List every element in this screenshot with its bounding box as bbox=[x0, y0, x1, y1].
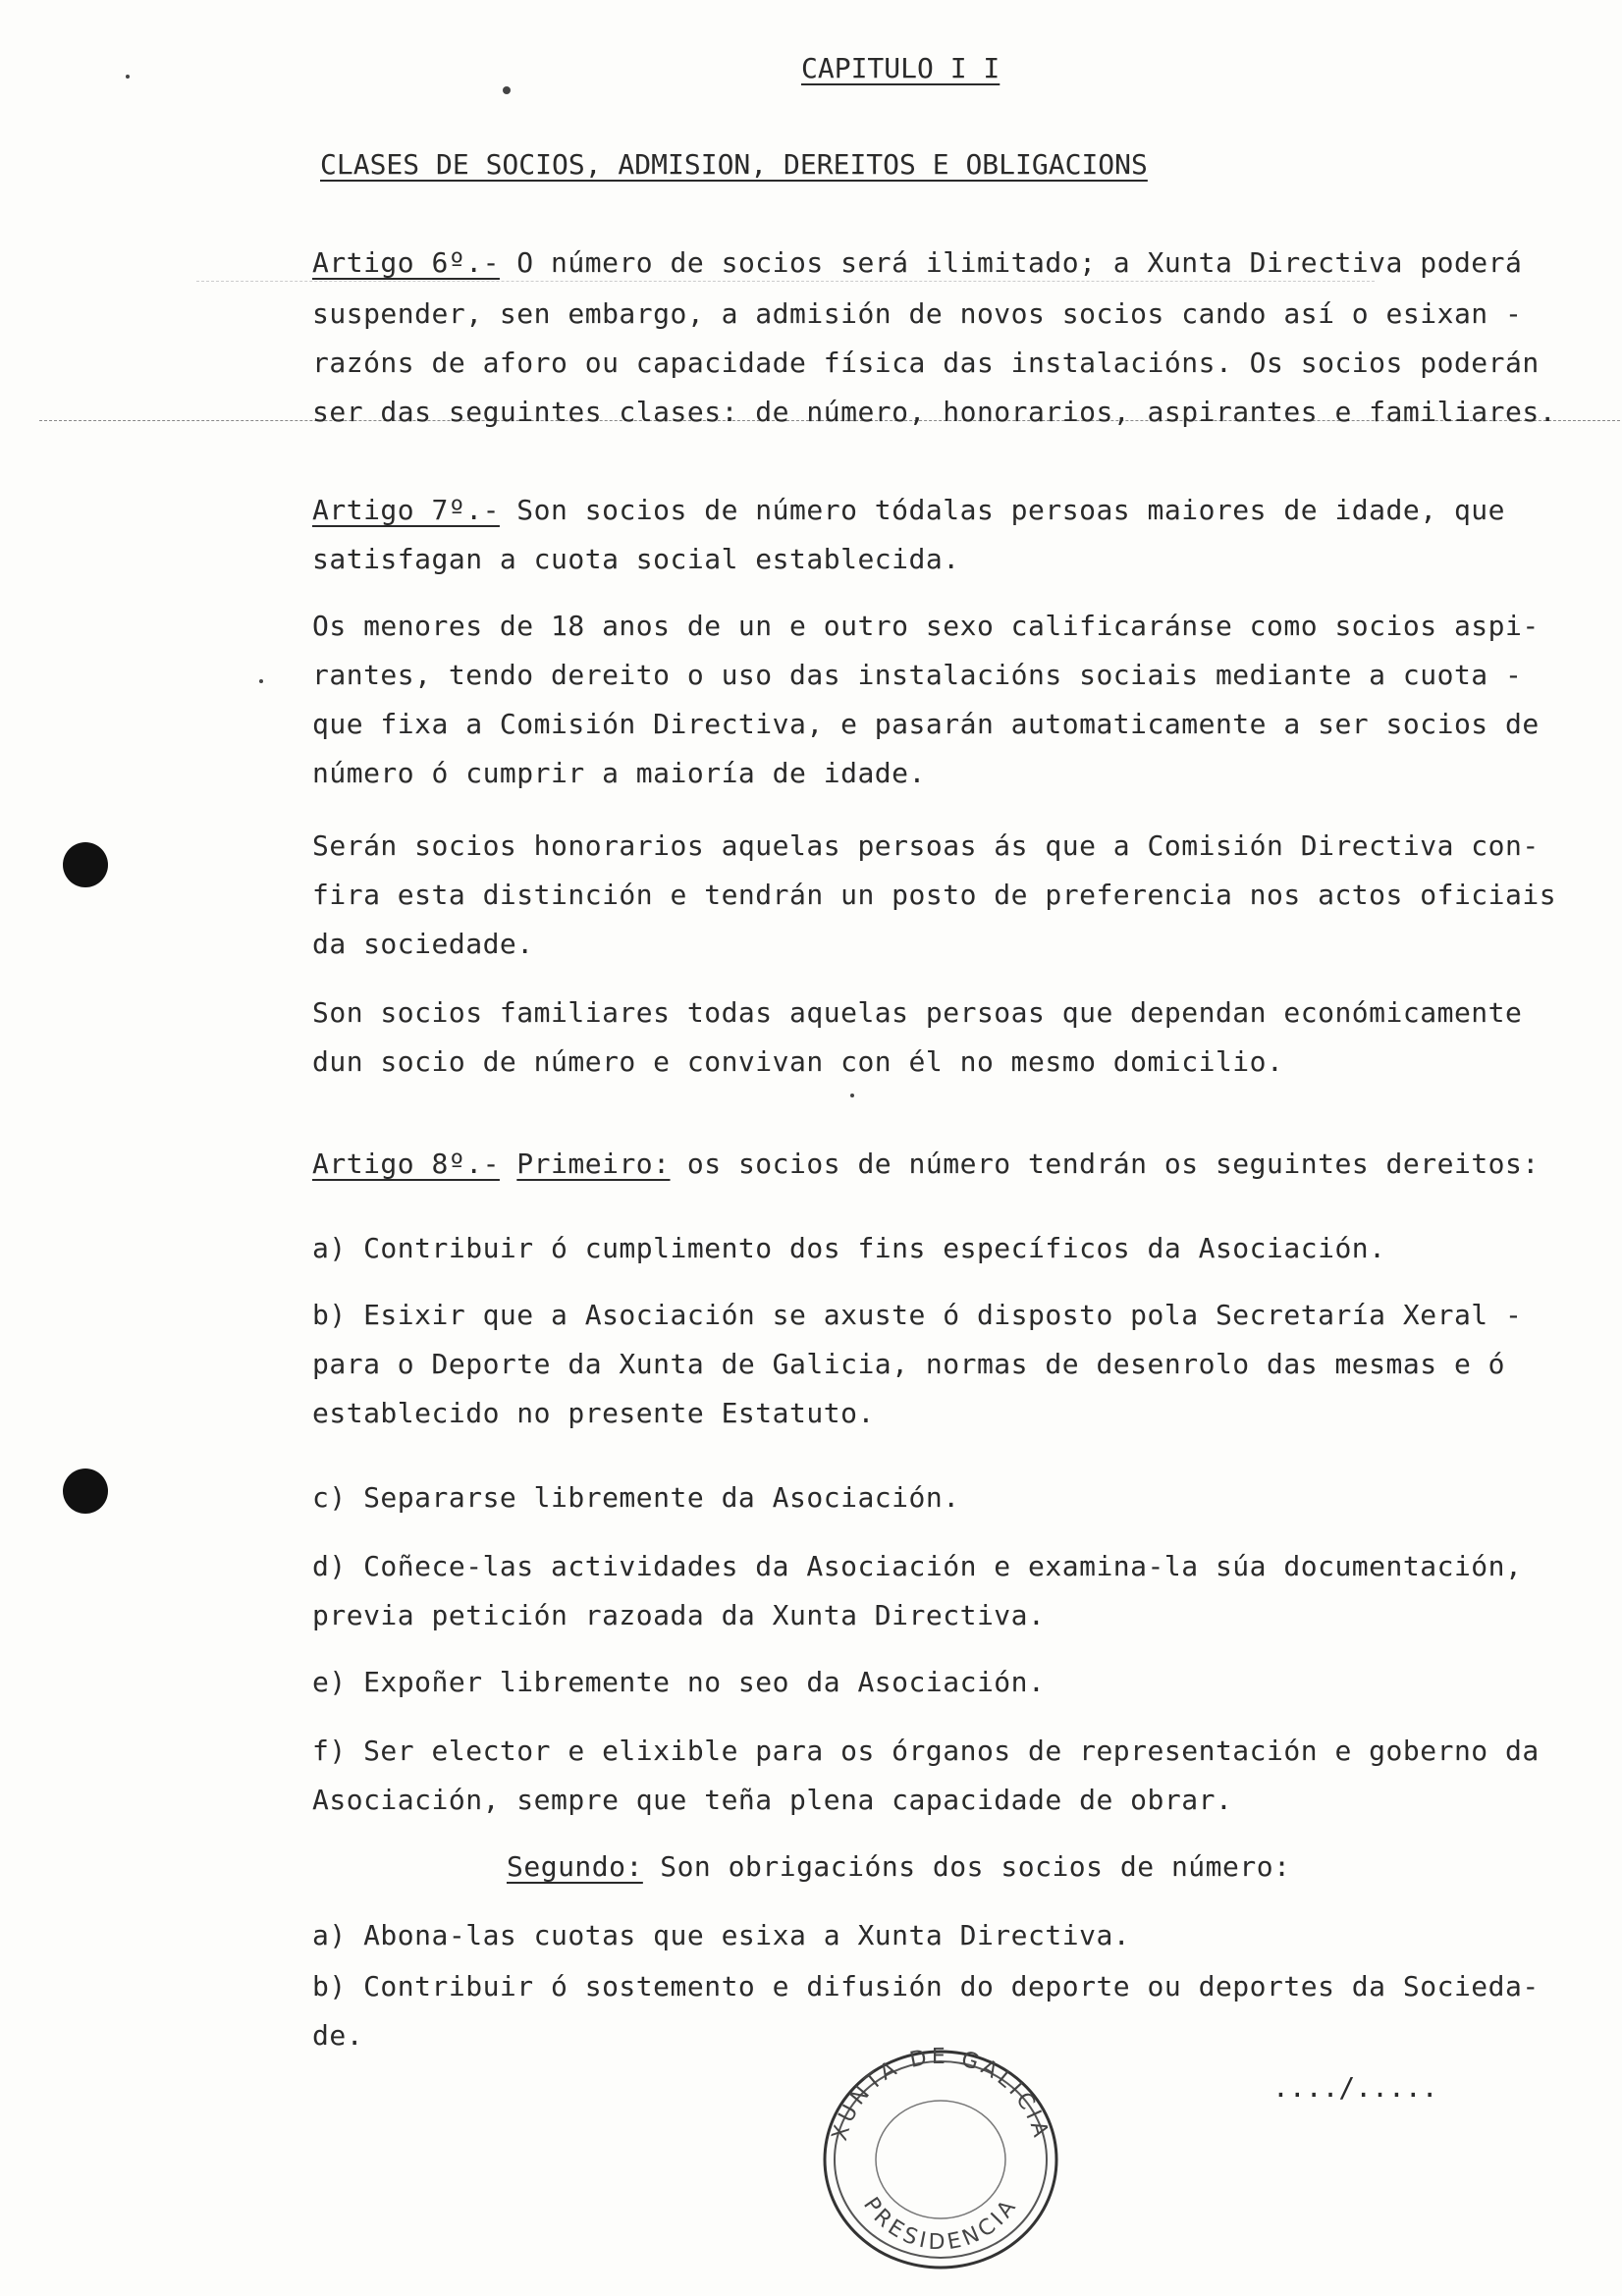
speck bbox=[850, 1094, 854, 1097]
art7-p3-line-3: da sociedade. bbox=[312, 928, 534, 960]
art7-p3-line-2: fira esta distinción e tendrán un posto de preferencia nos actos oficiais bbox=[312, 879, 1557, 911]
art8-item-e: e) Expoñer libremente no seo da Asociación. bbox=[312, 1666, 1046, 1698]
art8-line-1 bbox=[312, 1145, 1540, 1184]
art8-item-b-3: establecido no presente Estatuto. bbox=[312, 1397, 875, 1429]
art7-p2-line-1: Os menores de 18 anos de un e outro sexo calificaránse como socios aspi- bbox=[312, 610, 1540, 642]
art8-segundo-line bbox=[507, 1847, 1622, 1887]
punch-hole-bottom bbox=[63, 1468, 108, 1514]
art8-item-d-1: d) Coñece-las actividades da Asociación e examina-la súa documentación, bbox=[312, 1550, 1523, 1582]
art8-item-f-2: Asociación, sempre que teña plena capacidade de obrar. bbox=[312, 1784, 1233, 1816]
art7-p4-line-1: Son socios familiares todas aquelas persoas que dependan económicamente bbox=[312, 996, 1523, 1029]
art7-p2-line-4: número ó cumprir a maioría de idade. bbox=[312, 757, 926, 789]
art6-line-4: ser das seguintes clases: de número, honorarios, aspirantes e familiares. bbox=[312, 396, 1557, 428]
art8-item-f-1: f) Ser elector e elixible para os órganos de representación e goberno da bbox=[312, 1735, 1540, 1767]
art7-line-1 bbox=[312, 491, 1506, 530]
art8-label: Artigo 8º.- bbox=[312, 1148, 500, 1180]
svg-text:XUNTA DE GALICIA bbox=[828, 2045, 1054, 2144]
art8-item-b-2: para o Deporte da Xunta de Galicia, normas de desenrolo das mesmas e ó bbox=[312, 1348, 1506, 1380]
speck bbox=[503, 86, 511, 94]
art7-text: Son socios de número tódalas persoas maiores de idade, que bbox=[499, 494, 1506, 526]
art6-line-1 bbox=[312, 243, 1523, 283]
chapter-title: CAPITULO I I bbox=[801, 52, 1000, 84]
art6-label: Artigo 6º.- bbox=[312, 246, 500, 279]
stamp-top-text: XUNTA DE GALICIA bbox=[827, 2044, 1054, 2144]
art7-p2-line-2: rantes, tendo dereito o uso das instalacións sociais mediante a cuota - bbox=[312, 659, 1523, 691]
continuation-mark: ..../..... bbox=[1272, 2071, 1438, 2104]
stamp-bottom-text: PRESIDENCIA bbox=[858, 2193, 1024, 2256]
art7-p2-line-3: que fixa a Comisión Directiva, e pasarán automaticamente a ser socios de bbox=[312, 708, 1540, 740]
art8-obligation-b-2: de. bbox=[312, 2019, 364, 2052]
art6-line-2: suspender, sen embargo, a admisión de novos socios cando así o esixan - bbox=[312, 297, 1523, 330]
art8-intro: os socios de número tendrán os seguintes dereitos: bbox=[670, 1148, 1540, 1180]
art8-obligation-b-1: b) Contribuir ó sostemento e difusión do deporte ou deportes da Socieda- bbox=[312, 1970, 1540, 2002]
art7-line-2: satisfagan a cuota social establecida. bbox=[312, 543, 960, 575]
art8-obligation-a: a) Abona-las cuotas que esixa a Xunta Directiva. bbox=[312, 1919, 1131, 1951]
punch-hole-top bbox=[63, 842, 108, 887]
art7-p3-line-1: Serán socios honorarios aquelas persoas ás que a Comisión Directiva con- bbox=[312, 829, 1540, 862]
art8-item-b-1: b) Esixir que a Asociación se axuste ó disposto pola Secretaría Xeral - bbox=[312, 1299, 1523, 1331]
art8-item-a: a) Contribuir ó cumplimento dos fins específicos da Asociación. bbox=[312, 1232, 1386, 1264]
speck bbox=[259, 679, 263, 683]
art8-primeiro: Primeiro: bbox=[516, 1148, 671, 1180]
art8-segundo: Segundo: bbox=[507, 1850, 643, 1883]
art7-p4-line-2: dun socio de número e convivan con él no mesmo domicilio. bbox=[312, 1045, 1284, 1078]
art6-text: O número de socios será ilimitado; a Xunta Directiva poderá bbox=[499, 246, 1523, 279]
art8-item-c: c) Separarse libremente da Asociación. bbox=[312, 1481, 960, 1514]
section-title: CLASES DE SOCIOS, ADMISION, DEREITOS E OBLIGACIONS bbox=[320, 148, 1148, 181]
art6-line-3: razóns de aforo ou capacidade física das instalacións. Os socios poderán bbox=[312, 347, 1540, 379]
art8-item-d-2: previa petición razoada da Xunta Directiva. bbox=[312, 1599, 1046, 1631]
art7-label: Artigo 7º.- bbox=[312, 494, 500, 526]
art8-segundo-intro: Son obrigacións dos socios de número: bbox=[642, 1850, 1291, 1883]
svg-text:PRESIDENCIA bbox=[858, 2193, 1023, 2255]
official-stamp bbox=[793, 2032, 1088, 2277]
speck bbox=[126, 75, 130, 79]
